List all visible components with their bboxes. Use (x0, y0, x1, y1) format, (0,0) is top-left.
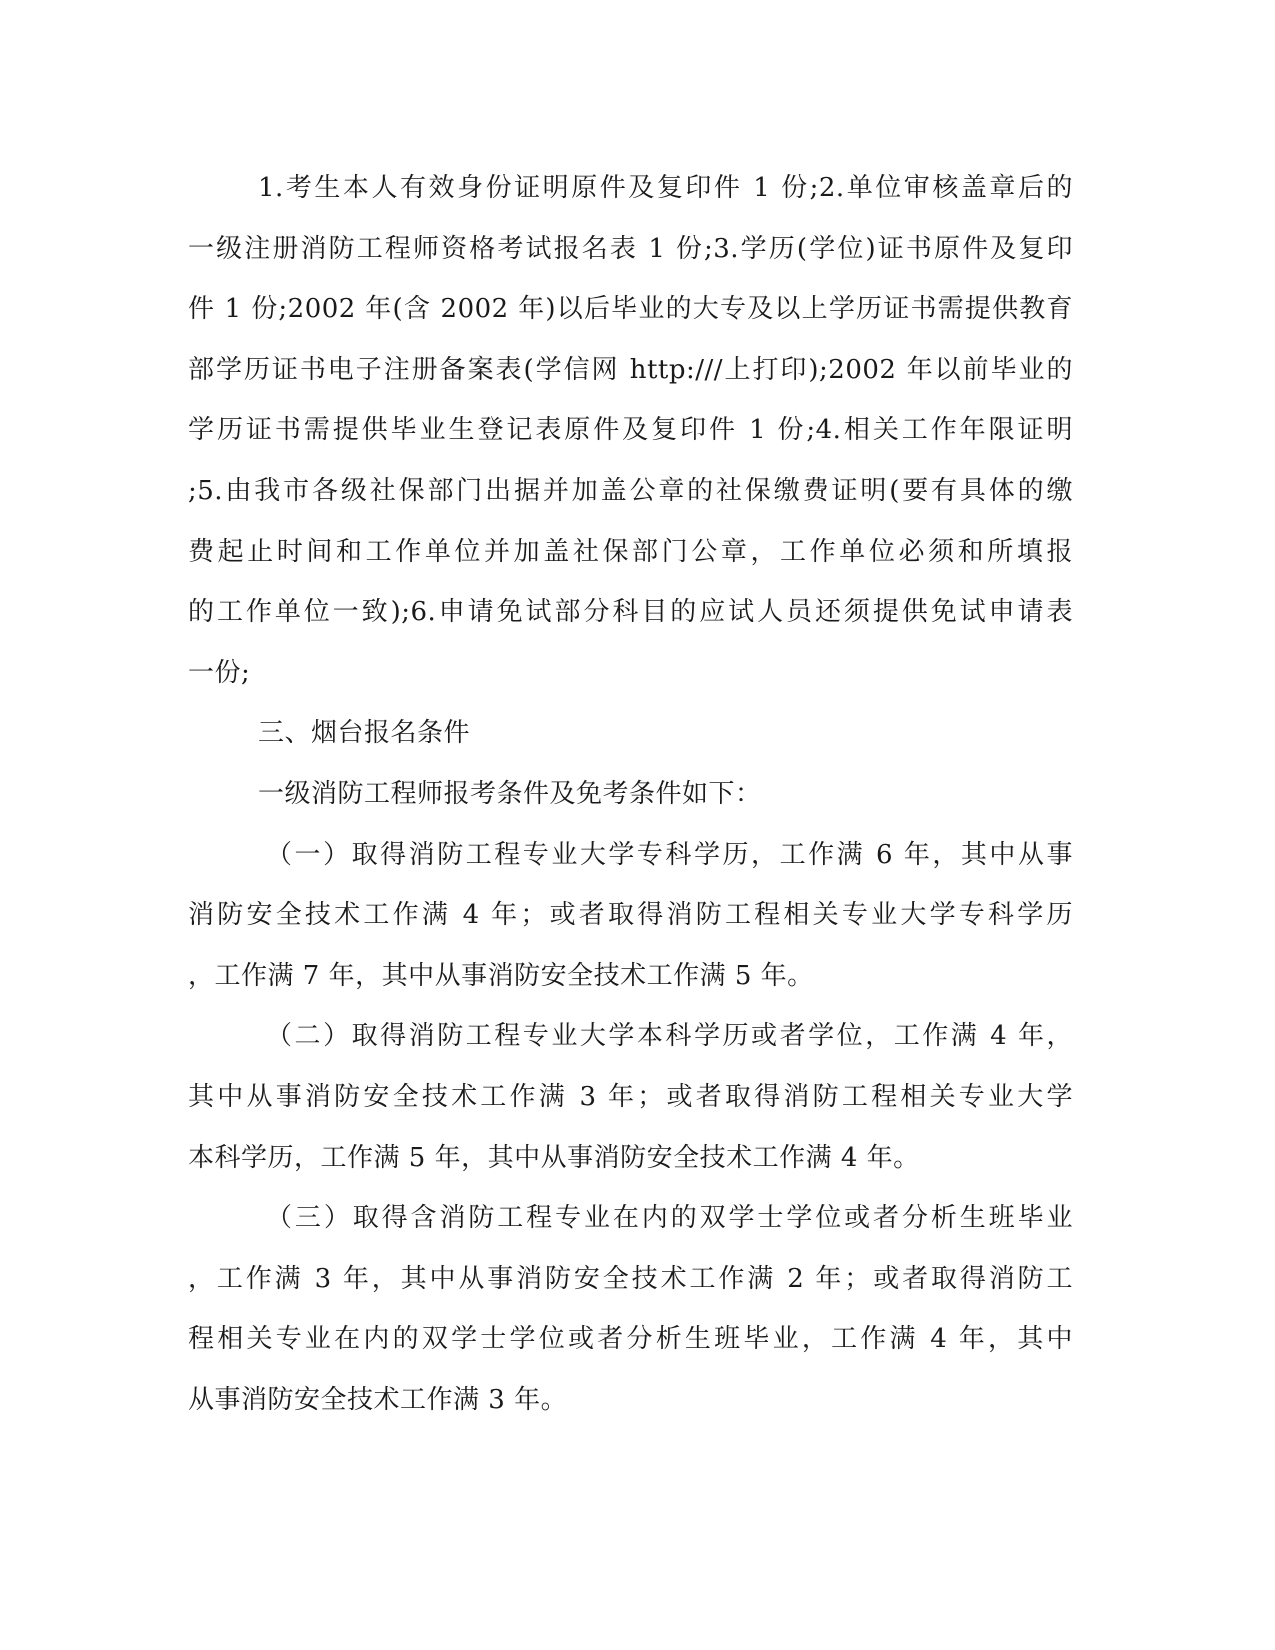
paragraph-intro (188, 764, 1073, 825)
text-line: 一份; (188, 657, 251, 688)
text-line: （三）取得含消防工程专业在内的双学士学位或者分析生班毕业 (266, 1203, 1073, 1234)
text-line: （一）取得消防工程专业大学专科学历，工作满 6 年，其中从事 (266, 839, 1073, 870)
paragraph-materials (188, 158, 1073, 703)
text-line: （二）取得消防工程专业大学本科学历或者学位，工作满 4 年， (266, 1021, 1073, 1052)
text-line: 件 1 份;2002 年(含 2002 年)以后毕业的大专及以上学历证书需提供教育 (188, 294, 1073, 325)
text-line: ;5.由我市各级社保部门出据并加盖公章的社保缴费证明(要有具体的缴 (188, 475, 1073, 506)
paragraph-condition-3 (188, 1188, 1073, 1430)
paragraph-condition-2 (188, 1006, 1073, 1188)
text-line: 1.考生本人有效身份证明原件及复印件 1 份;2.单位审核盖章后的 (258, 173, 1073, 203)
text-line: ，工作满 7 年，其中从事消防安全技术工作满 5 年。 (188, 960, 814, 991)
text-line: 一级注册消防工程师资格考试报名表 1 份;3.学历(学位)证书原件及复印 (188, 233, 1073, 264)
text-line: 消防安全技术工作满 4 年；或者取得消防工程相关专业大学专科学历 (188, 900, 1073, 931)
text-line: 的工作单位一致);6.申请免试部分科目的应试人员还须提供免试申请表 (188, 597, 1073, 628)
heading-line: 三、烟台报名条件 (258, 718, 471, 749)
text-line: 一级消防工程师报考条件及免考条件如下： (258, 778, 762, 809)
text-line: ，工作满 3 年，其中从事消防安全技术工作满 2 年；或者取得消防工 (188, 1263, 1073, 1294)
text-line: 费起止时间和工作单位并加盖社保部门公章，工作单位必须和所填报 (188, 536, 1073, 567)
paragraph-condition-1 (188, 825, 1073, 1007)
text-line: 本科学历，工作满 5 年，其中从事消防安全技术工作满 4 年。 (188, 1142, 920, 1173)
section-heading (188, 703, 1073, 764)
document-body (188, 158, 1073, 1430)
text-line: 部学历证书电子注册备案表(学信网 http:///上打印);2002 年以前毕业的 (188, 354, 1073, 385)
text-line: 从事消防安全技术工作满 3 年。 (188, 1384, 568, 1415)
text-line: 程相关专业在内的双学士学位或者分析生班毕业，工作满 4 年，其中 (188, 1324, 1073, 1355)
text-line: 其中从事消防安全技术工作满 3 年；或者取得消防工程相关专业大学 (188, 1081, 1073, 1112)
text-line: 学历证书需提供毕业生登记表原件及复印件 1 份;4.相关工作年限证明 (188, 415, 1073, 446)
